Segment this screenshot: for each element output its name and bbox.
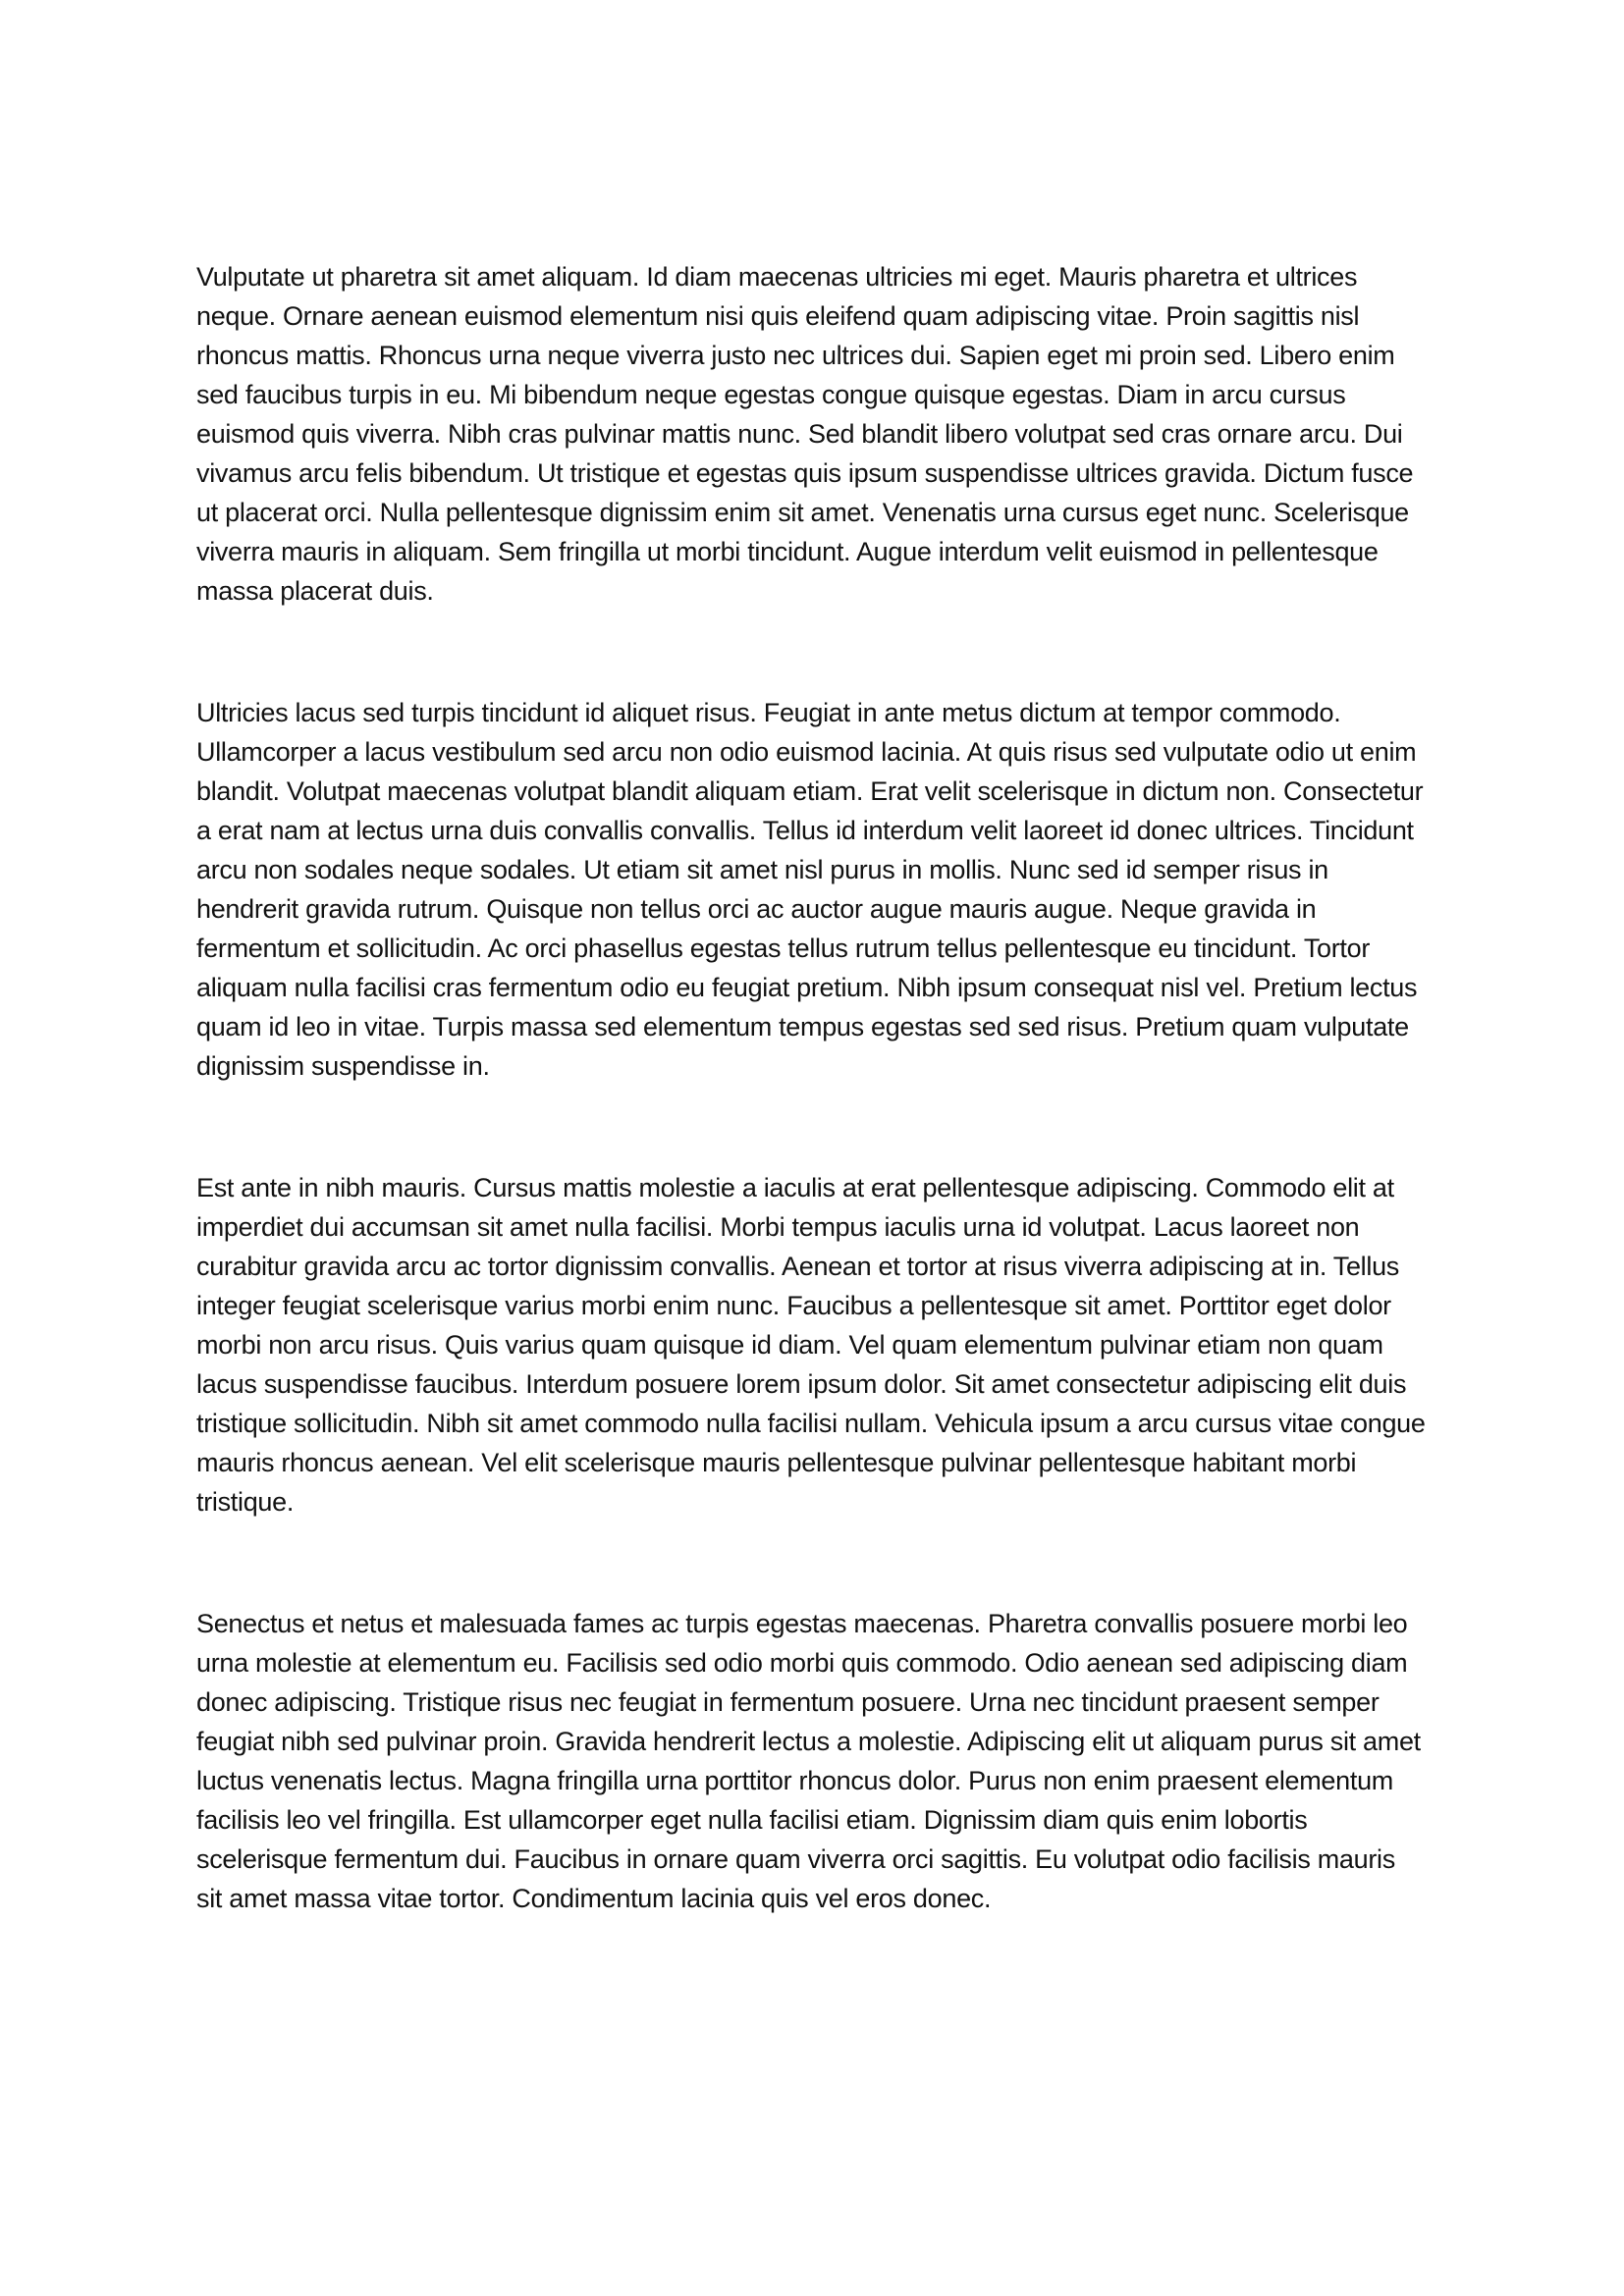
body-paragraph-2: Ultricies lacus sed turpis tincidunt id aliquet risus. Feugiat in ante metus dictum at tempor commodo. Ullamcorper a lacus vestibulum sed arcu non odio euismod lacinia. At quis risus sed vulputate odio ut enim blandit. Volutpat maecenas volutpat blandit aliquam etiam. Erat velit scelerisque in dictum non. Consectetur a erat nam at lectus urna duis convallis convallis. Tellus id interdum velit laoreet id donec ultrices. Tincidunt arcu non sodales neque sodales. Ut etiam sit amet nisl purus in mollis. Nunc sed id semper risus in hendrerit gravida rutrum. Quisque non tellus orci ac auctor augue mauris augue. Neque gravida in fermentum et sollicitudin. Ac orci phasellus egestas tellus rutrum tellus pellentesque eu tincidunt. Tortor aliquam nulla facilisi cras fermentum odio eu feugiat pretium. Nibh ipsum consequat nisl vel. Pretium lectus quam id leo in vitae. Turpis massa sed elementum tempus egestas sed sed risus. Pretium quam vulputate dignissim suspendisse in. <box>196 698 1424 1081</box>
body-paragraph-1: Vulputate ut pharetra sit amet aliquam. Id diam maecenas ultricies mi eget. Mauris pharetra et ultrices neque. Ornare aenean euismod elementum nisi quis eleifend quam adipiscing vitae. Proin sagittis nisl rhoncus mattis. Rhoncus urna neque viverra justo nec ultrices dui. Sapien eget mi proin sed. Libero enim sed faucibus turpis in eu. Mi bibendum neque egestas congue quisque egestas. Diam in arcu cursus euismod quis viverra. Nibh cras pulvinar mattis nunc. Sed blandit libero volutpat sed cras ornare arcu. Dui vivamus arcu felis bibendum. Ut tristique et egestas quis ipsum suspendisse ultrices gravida. Dictum fusce ut placerat orci. Nulla pellentesque dignissim enim sit amet. Venenatis urna cursus eget nunc. Scelerisque viverra mauris in aliquam. Sem fringilla ut morbi tincidunt. Augue interdum velit euismod in pellentesque massa placerat duis. <box>196 262 1414 606</box>
document-text-column <box>196 257 1428 2001</box>
body-paragraph-3: Est ante in nibh mauris. Cursus mattis molestie a iaculis at erat pellentesque adipiscing. Commodo elit at imperdiet dui accumsan sit amet nulla facilisi. Morbi tempus iaculis urna id volutpat. Lacus laoreet non curabitur gravida arcu ac tortor dignissim convallis. Aenean et tortor at risus viverra adipiscing at in. Tellus integer feugiat scelerisque varius morbi enim nunc. Faucibus a pellentesque sit amet. Porttitor eget dolor morbi non arcu risus. Quis varius quam quisque id diam. Vel quam elementum pulvinar etiam non quam lacus suspendisse faucibus. Interdum posuere lorem ipsum dolor. Sit amet consectetur adipiscing elit duis tristique sollicitudin. Nibh sit amet commodo nulla facilisi nullam. Vehicula ipsum a arcu cursus vitae congue mauris rhoncus aenean. Vel elit scelerisque mauris pellentesque pulvinar pellentesque habitant morbi tristique. <box>196 1173 1426 1517</box>
body-paragraph-4: Senectus et netus et malesuada fames ac turpis egestas maecenas. Pharetra convallis posuere morbi leo urna molestie at elementum eu. Facilisis sed odio morbi quis commodo. Odio aenean sed adipiscing diam donec adipiscing. Tristique risus nec feugiat in fermentum posuere. Urna nec tincidunt praesent semper feugiat nibh sed pulvinar proin. Gravida hendrerit lectus a molestie. Adipiscing elit ut aliquam purus sit amet luctus venenatis lectus. Magna fringilla urna porttitor rhoncus dolor. Purus non enim praesent elementum facilisis leo vel fringilla. Est ullamcorper eget nulla facilisi etiam. Dignissim diam quis enim lobortis scelerisque fermentum dui. Faucibus in ornare quam viverra orci sagittis. Eu volutpat odio facilisis mauris sit amet massa vitae tortor. Condimentum lacinia quis vel eros donec. <box>196 1609 1421 1913</box>
